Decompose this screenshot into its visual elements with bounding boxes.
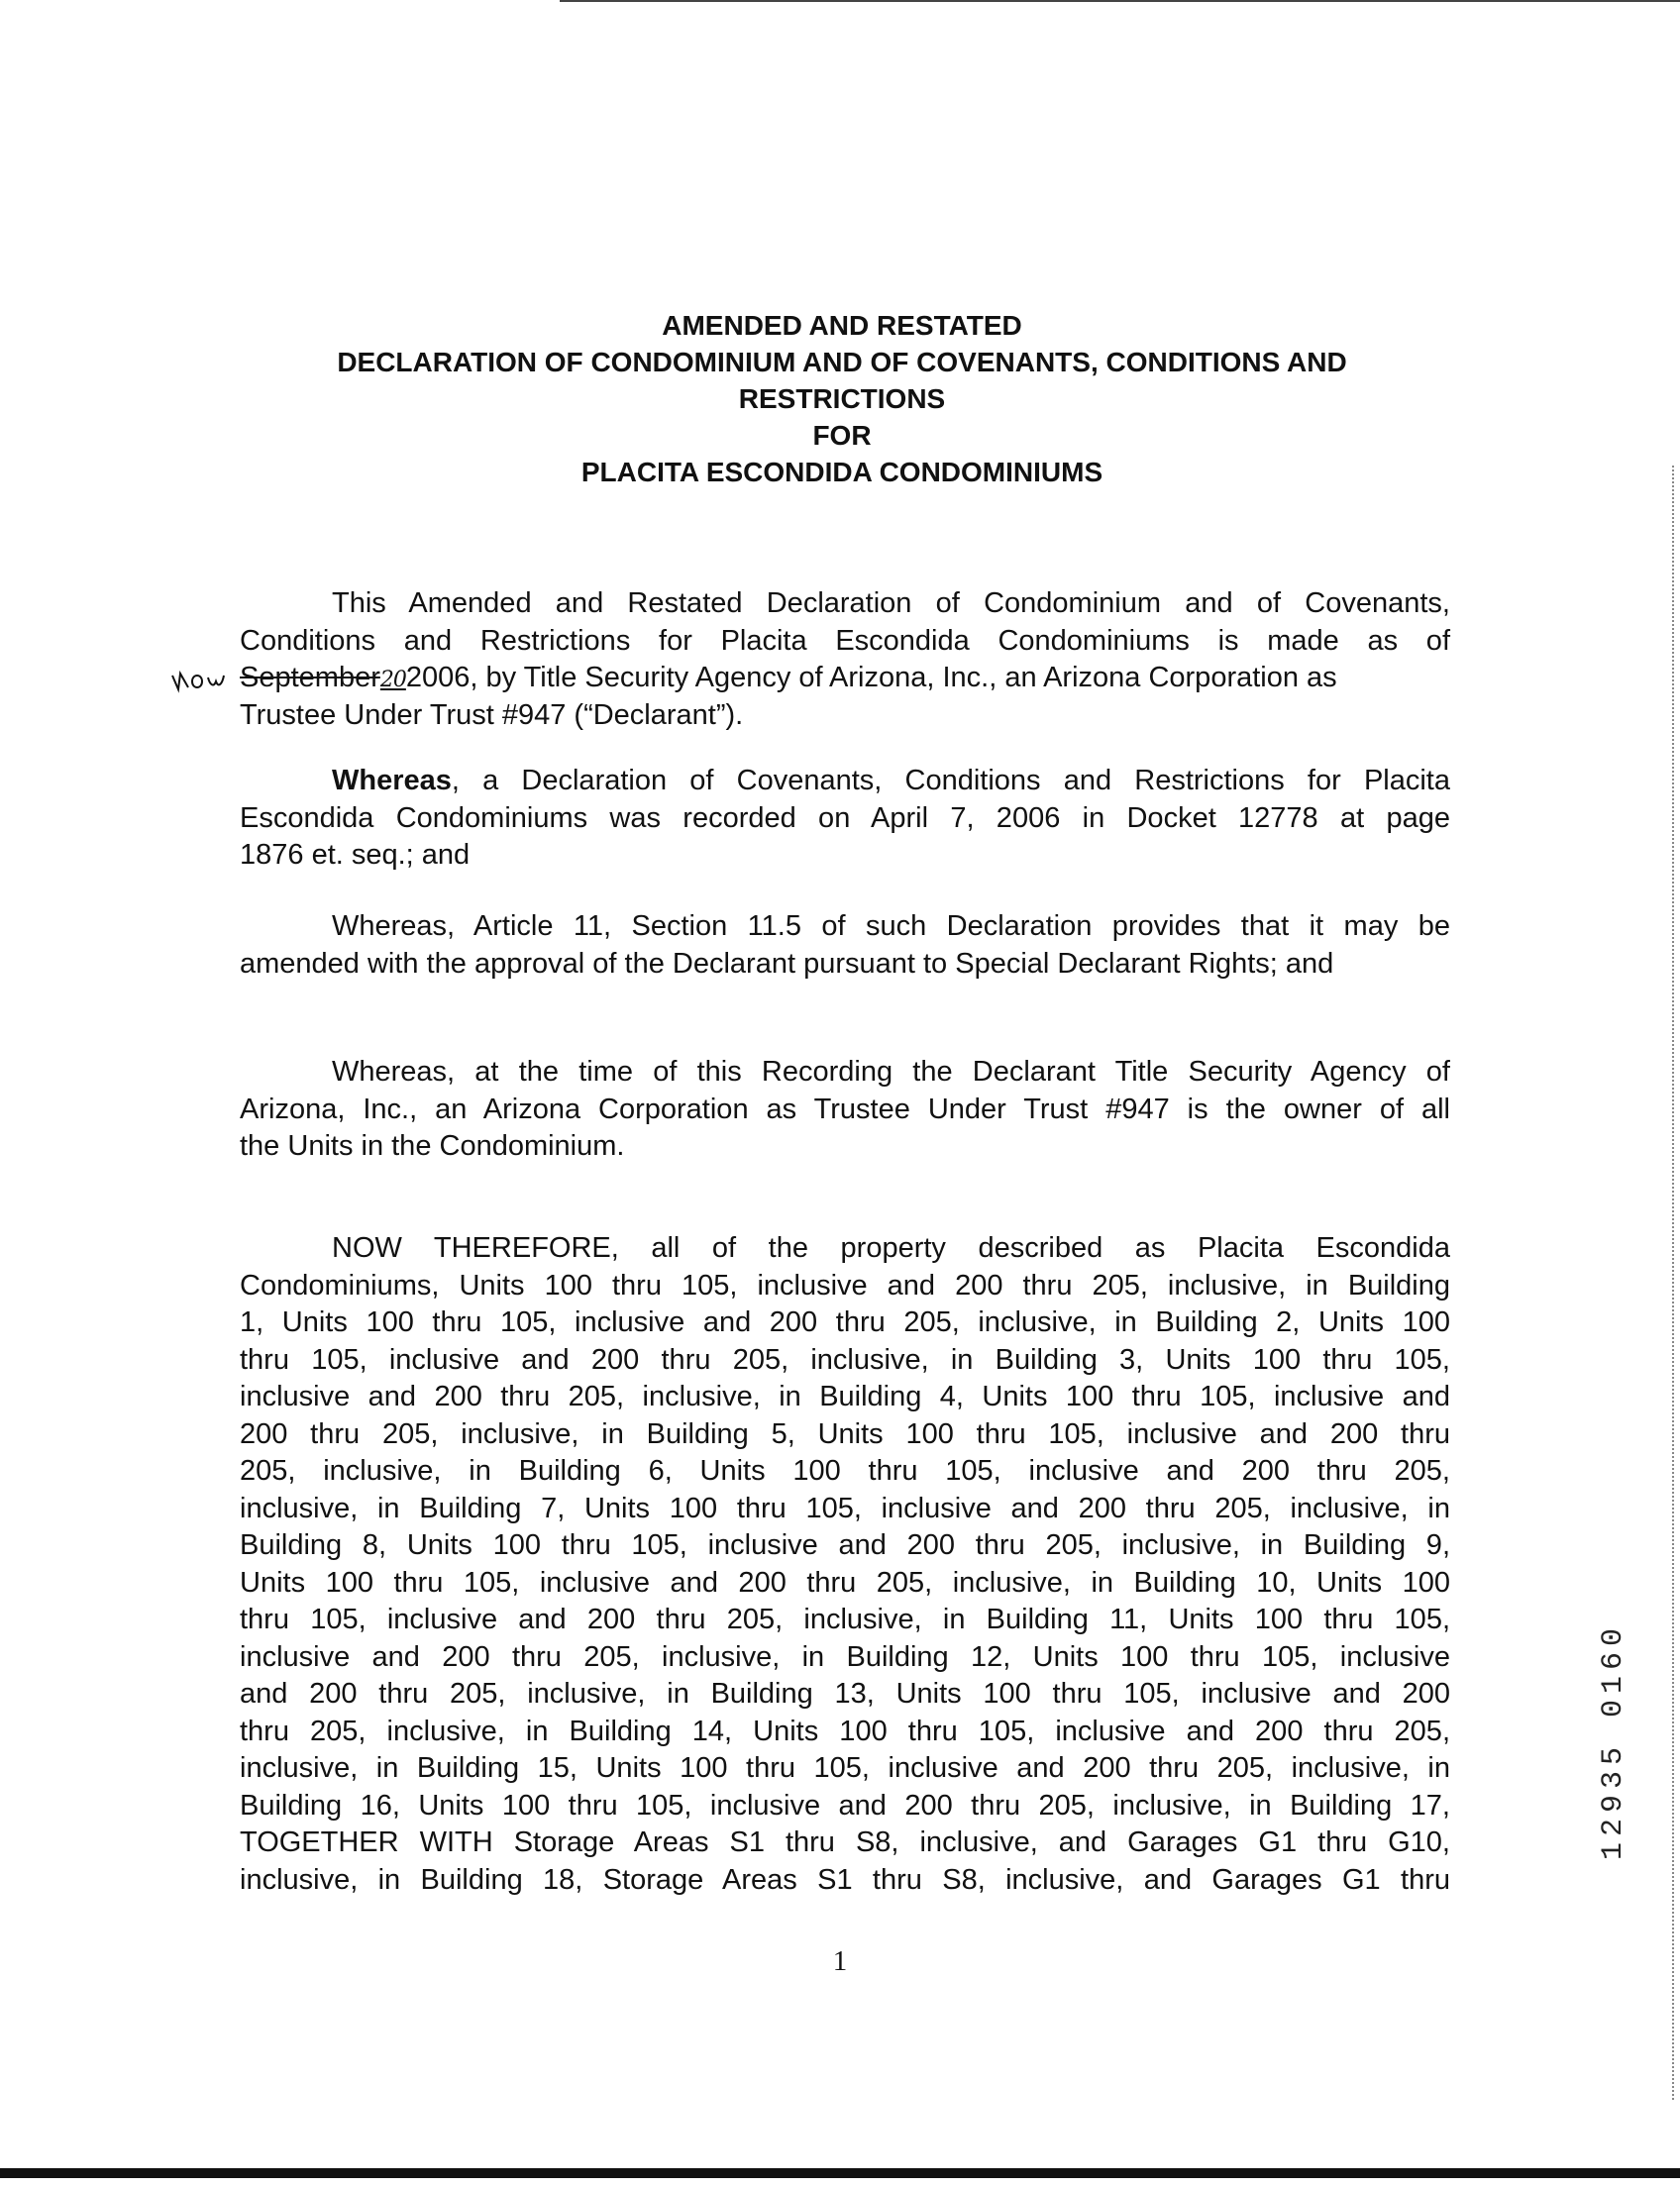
nt-line: thru 205, inclusive, in Building 14, Units 100 thru 105, inclusive and 200 thru 205,	[240, 1715, 1450, 1747]
nt-line: inclusive, in Building 15, Units 100 thru 105, inclusive and 200 thru 205, inclusive, in	[240, 1752, 1450, 1784]
intro-line-1: This Amended and Restated Declaration of Condominium and of Covenants,	[332, 587, 1450, 619]
nt-line: TOGETHER WITH Storage Areas S1 thru S8, inclusive, and Garages G1 thru G10,	[240, 1826, 1450, 1858]
handwritten-day: 20	[379, 668, 406, 692]
whereas2-line-1: Whereas, Article 11, Section 11.5 of such Declaration provides that it may be	[332, 910, 1450, 942]
scan-bottom-edge	[0, 2168, 1680, 2178]
whereas3-line-3: the Units in the Condominium.	[240, 1130, 625, 1162]
nt-line: 200 thru 205, inclusive, in Building 5, Units 100 thru 105, inclusive and 200 thru	[240, 1417, 1450, 1450]
nt-line: thru 105, inclusive and 200 thru 205, inclusive, in Building 11, Units 100 thru 105,	[240, 1604, 1450, 1635]
nt-line: thru 105, inclusive and 200 thru 205, inclusive, in Building 3, Units 100 thru 105,	[240, 1343, 1450, 1376]
title-line-4: FOR	[812, 420, 872, 451]
nt-line: Building 8, Units 100 thru 105, inclusive and 200 thru 205, inclusive, in Building 9,	[240, 1529, 1450, 1561]
whereas3-line-1: Whereas, at the time of this Recording the Declarant Title Security Agency of	[332, 1056, 1450, 1088]
nt-line: Units 100 thru 105, inclusive and 200 thru 205, inclusive, in Building 10, Units 100	[240, 1566, 1450, 1599]
nt-line: 1, Units 100 thru 105, inclusive and 200 thru 205, inclusive, in Building 2, Units 100	[240, 1306, 1450, 1338]
title-line-5: PLACITA ESCONDIDA CONDOMINIUMS	[580, 457, 1103, 487]
document-title	[228, 307, 1456, 490]
intro-line-2: Conditions and Restrictions for Placita Escondida Condominiums is made as of	[240, 624, 1450, 657]
nt-line: Condominiums, Units 100 thru 105, inclusive and 200 thru 205, inclusive, in Building	[240, 1269, 1450, 1302]
handwritten-month-annotation	[168, 662, 240, 695]
title-line-1: AMENDED AND RESTATED	[662, 310, 1022, 341]
scan-bottom-margin	[0, 2178, 1680, 2189]
recording-stamp-text: 12935 0160	[1597, 1621, 1630, 1860]
scan-right-edge	[1672, 466, 1674, 2100]
whereas1-line-3: 1876 et. seq.; and	[240, 839, 471, 871]
nt-line: and 200 thru 205, inclusive, in Building 13, Units 100 thru 105, inclusive and 200	[240, 1678, 1450, 1710]
whereas1-line-1-rest: , a Declaration of Covenants, Conditions and Restrictions for Placita	[451, 765, 1450, 796]
intro-line-3	[240, 660, 1450, 697]
title-line-3: RESTRICTIONS	[738, 383, 946, 414]
whereas1-line-1	[240, 763, 1450, 800]
nt-line: Building 16, Units 100 thru 105, inclusive and 200 thru 205, inclusive, in Building 17,	[240, 1789, 1450, 1822]
whereas-paragraph-1	[240, 763, 1450, 875]
whereas3-line-2: Arizona, Inc., an Arizona Corporation as Trustee Under Trust #947 is the owner of all	[240, 1093, 1450, 1125]
scan-top-edge	[560, 0, 1680, 2]
whereas-paragraph-3	[240, 1054, 1450, 1166]
recording-stamp	[1597, 1593, 1630, 1860]
intro-paragraph	[240, 585, 1450, 734]
nt-line: inclusive, in Building 7, Units 100 thru 105, inclusive and 200 thru 205, inclusive, in	[240, 1492, 1450, 1524]
nt-line: inclusive, in Building 18, Storage Areas S1 thru S8, inclusive, and Garages G1 thru	[240, 1863, 1450, 1896]
nt-line: 205, inclusive, in Building 6, Units 100 thru 105, inclusive and 200 thru 205,	[240, 1455, 1450, 1487]
whereas2-line-2: amended with the approval of the Declarant pursuant to Special Declarant Rights; and	[240, 947, 1334, 980]
nt-line: inclusive and 200 thru 205, inclusive, in Building 4, Units 100 thru 105, inclusive and	[240, 1381, 1450, 1412]
title-line-2: DECLARATION OF CONDOMINIUM AND OF COVENANTS, CONDITIONS AND	[337, 347, 1347, 377]
nt-line: NOW THEREFORE, all of the property described as Placita Escondida	[332, 1232, 1450, 1264]
whereas-bold: Whereas	[332, 765, 452, 796]
intro-line-4: Trustee Under Trust #947 (“Declarant”).	[240, 698, 744, 731]
whereas1-line-2: Escondida Condominiums was recorded on April 7, 2006 in Docket 12778 at page	[240, 801, 1450, 834]
page-number: 1	[832, 1945, 848, 1977]
now-therefore-paragraph	[240, 1230, 1450, 1899]
whereas-paragraph-2	[240, 908, 1450, 983]
intro-line-3-rest: 2006, by Title Security Agency of Arizona, Inc., an Arizona Corporation as	[405, 662, 1337, 693]
struck-month: September	[240, 662, 380, 693]
nt-line: inclusive and 200 thru 205, inclusive, in Building 12, Units 100 thru 105, inclusive	[240, 1640, 1450, 1673]
